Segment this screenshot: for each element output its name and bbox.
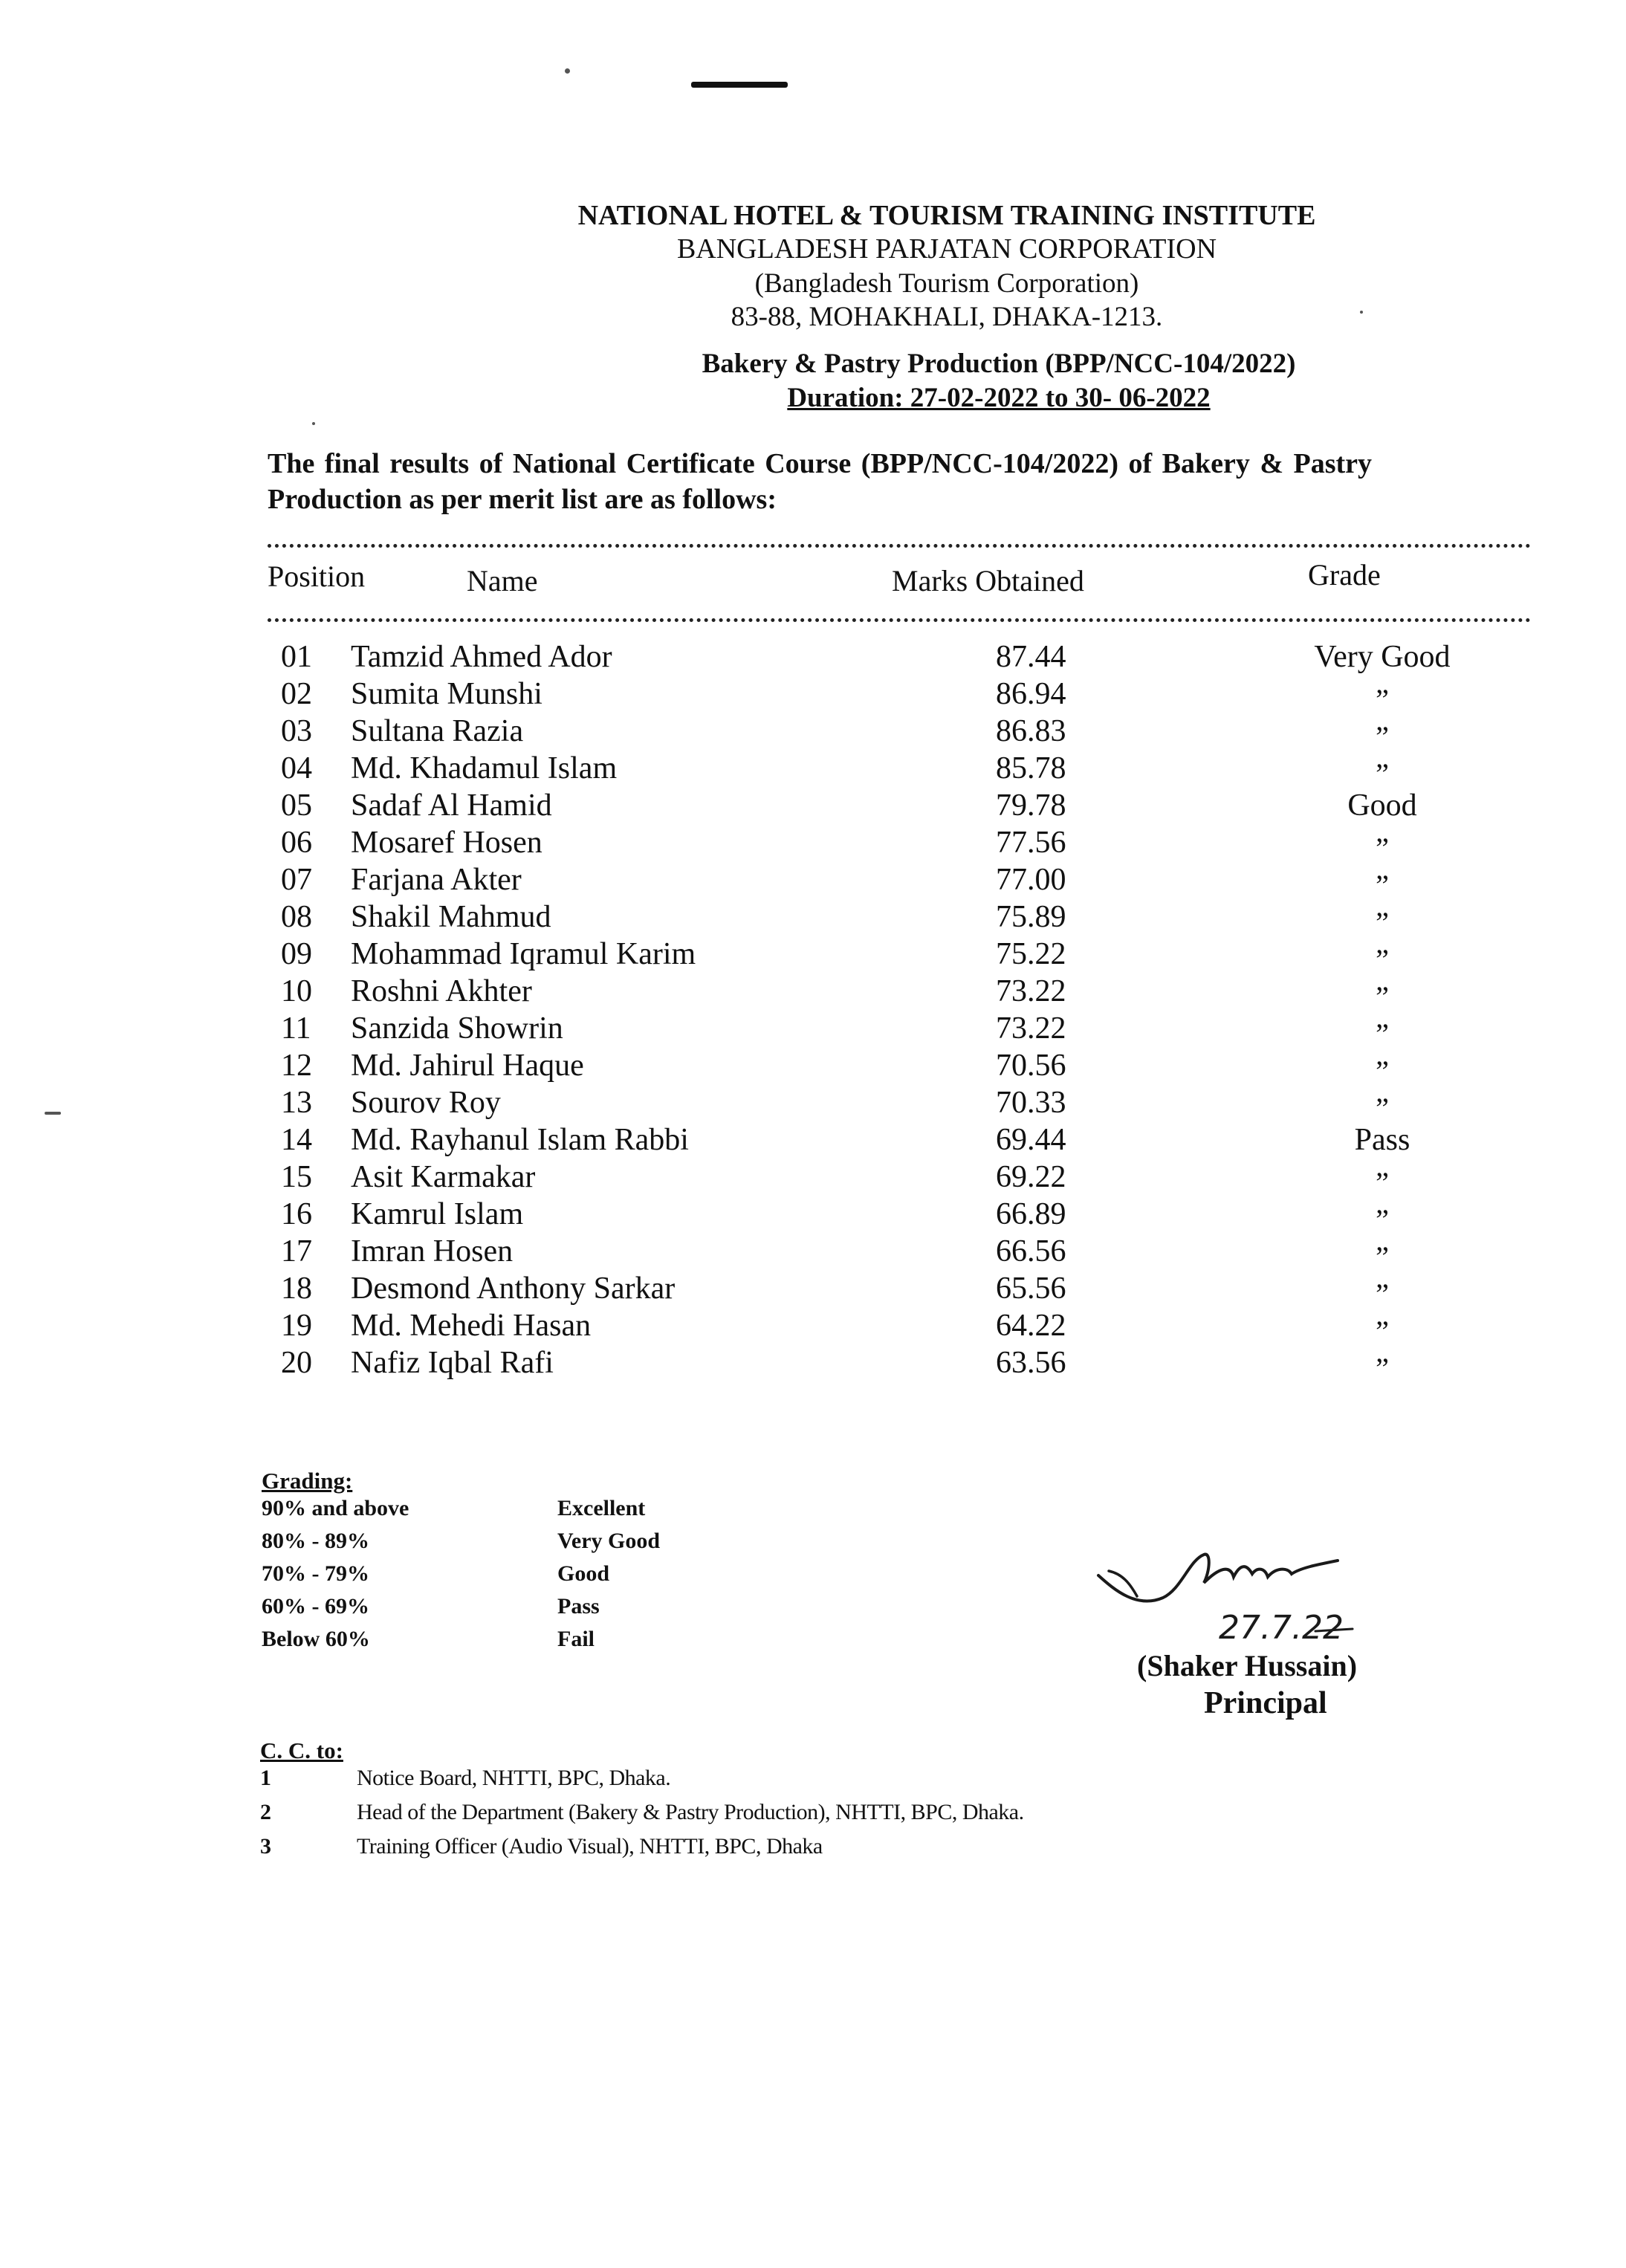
grading-range: 60% - 69% [262, 1594, 369, 1619]
row-name: Sourov Roy [351, 1086, 501, 1120]
row-marks: 75.22 [996, 937, 1066, 971]
row-position: 12 [281, 1049, 312, 1083]
corporation-name: BANGLADESH PARJATAN CORPORATION [676, 233, 1217, 265]
table-row [0, 899, 1626, 939]
table-row [0, 973, 1626, 1014]
row-name: Md. Mehedi Hasan [351, 1309, 592, 1343]
table-row [0, 1234, 1626, 1274]
table-row [0, 1085, 1626, 1125]
table-row [0, 713, 1626, 754]
row-name: Md. Khadamul Islam [351, 751, 618, 785]
cc-title: C. C. to: [260, 1737, 343, 1763]
scan-speck [45, 1112, 61, 1115]
row-grade: ” [1376, 757, 1389, 791]
row-grade: ” [1376, 1240, 1389, 1274]
row-name: Sadaf Al Hamid [351, 788, 552, 823]
row-grade: ” [1376, 1352, 1389, 1385]
table-row [0, 1271, 1626, 1311]
cc-list [260, 1737, 1024, 1859]
principal-signature [1092, 1538, 1405, 1642]
row-marks: 86.83 [996, 714, 1066, 748]
cc-item-number: 1 [260, 1766, 271, 1790]
row-marks: 69.22 [996, 1160, 1066, 1194]
row-name: Sultana Razia [351, 714, 524, 748]
row-name: Tamzid Ahmed Ador [351, 640, 612, 674]
row-name: Farjana Akter [351, 863, 522, 897]
dotted-separator-top [268, 544, 1531, 548]
row-grade: ” [1376, 1203, 1389, 1237]
row-name: Nafiz Iqbal Rafi [351, 1346, 554, 1380]
scan-speck [565, 68, 570, 74]
row-name: Kamrul Islam [351, 1197, 524, 1231]
table-row [0, 1196, 1626, 1237]
row-marks: 85.78 [996, 751, 1066, 785]
row-marks: 87.44 [996, 640, 1066, 674]
row-marks: 73.22 [996, 974, 1066, 1008]
table-row [0, 788, 1626, 825]
course-title: Bakery & Pastry Production (BPP/NCC-104/2022) [702, 349, 1296, 379]
table-row [0, 825, 1626, 865]
row-grade: ” [1376, 832, 1389, 865]
column-header-marks: Marks Obtained [892, 564, 1084, 597]
cc-item-text: Training Officer (Audio Visual), NHTTI, BPC, Dhaka [357, 1834, 823, 1859]
row-marks: 70.33 [996, 1086, 1066, 1120]
grading-range: Below 60% [262, 1627, 370, 1651]
table-row [0, 1011, 1626, 1051]
institute-address: 83-88, MOHAKHALI, DHAKA-1213. [731, 302, 1163, 332]
table-row [0, 1122, 1626, 1159]
row-name: Mosaref Hosen [351, 826, 542, 860]
institute-name: NATIONAL HOTEL & TOURISM TRAINING INSTITUTE [577, 200, 1316, 231]
dotted-separator-bottom [268, 618, 1531, 622]
signature-date: 27.7.22 [1219, 1609, 1344, 1642]
row-marks: 70.56 [996, 1049, 1066, 1083]
table-row [0, 1048, 1626, 1088]
row-position: 17 [281, 1234, 312, 1269]
row-grade: ” [1376, 1054, 1389, 1088]
intro-paragraph [268, 446, 1538, 517]
row-grade: ” [1376, 1166, 1389, 1199]
scan-speck [312, 422, 315, 425]
course-duration [186, 382, 1626, 414]
row-name: Desmond Anthony Sarkar [351, 1271, 676, 1306]
scan-speck [1360, 311, 1363, 314]
row-marks: 73.22 [996, 1011, 1066, 1046]
row-marks: 79.78 [996, 788, 1066, 823]
course-duration-text: Duration: 27-02-2022 to 30- 06-2022 [787, 383, 1211, 413]
column-header-name: Name [467, 564, 538, 597]
row-marks: 63.56 [996, 1346, 1066, 1380]
column-header-position: Position [268, 560, 366, 593]
row-position: 04 [281, 751, 312, 785]
row-position: 19 [281, 1309, 312, 1343]
row-grade: ” [1376, 683, 1389, 716]
cc-item-text: Head of the Department (Bakery & Pastry Production), NHTTI, BPC, Dhaka. [357, 1800, 1024, 1824]
cc-item-number: 2 [260, 1800, 271, 1824]
cc-item-text: Notice Board, NHTTI, BPC, Dhaka. [357, 1766, 671, 1790]
row-marks: 66.56 [996, 1234, 1066, 1269]
row-name: Roshni Akhter [351, 974, 532, 1008]
row-position: 06 [281, 826, 312, 860]
row-position: 13 [281, 1086, 312, 1120]
top-dash-mark [691, 82, 788, 88]
row-marks: 77.00 [996, 863, 1066, 897]
corporation-subtitle: (Bangladesh Tourism Corporation) [754, 268, 1139, 299]
row-grade: ” [1376, 869, 1389, 902]
row-position: 07 [281, 863, 312, 897]
table-row [0, 1308, 1626, 1348]
row-name: Md. Jahirul Haque [351, 1049, 584, 1083]
row-grade: ” [1376, 943, 1389, 976]
row-name: Shakil Mahmud [351, 900, 551, 934]
grading-label: Good [557, 1561, 610, 1586]
row-grade: Very Good [1314, 640, 1451, 674]
row-name: Sumita Munshi [351, 677, 542, 711]
row-marks: 65.56 [996, 1271, 1066, 1306]
table-row [0, 676, 1626, 716]
table-row [0, 639, 1626, 676]
row-name: Asit Karmakar [351, 1160, 536, 1194]
row-position: 16 [281, 1197, 312, 1231]
row-marks: 75.89 [996, 900, 1066, 934]
row-name: Sanzida Showrin [351, 1011, 563, 1046]
intro-line-1: The final results of National Certificate Course (BPP/NCC-104/2022) of Bakery & Pastry [268, 448, 1373, 479]
table-row [0, 1345, 1626, 1385]
table-row [0, 936, 1626, 976]
grading-label: Excellent [557, 1496, 646, 1520]
row-position: 09 [281, 937, 312, 971]
row-position: 01 [281, 640, 312, 674]
row-grade: ” [1376, 1277, 1389, 1311]
grading-label: Fail [557, 1627, 595, 1651]
grading-label: Very Good [557, 1529, 661, 1553]
row-grade: ” [1376, 720, 1389, 754]
signatory-title: Principal [1204, 1686, 1327, 1720]
row-name: Imran Hosen [351, 1234, 514, 1269]
row-position: 18 [281, 1271, 312, 1306]
intro-line-2: Production as per merit list are as follows: [268, 484, 777, 515]
row-name: Md. Rayhanul Islam Rabbi [351, 1123, 689, 1157]
row-position: 08 [281, 900, 312, 934]
signatory-name: (Shaker Hussain) [1137, 1649, 1358, 1682]
row-grade: ” [1376, 980, 1389, 1014]
row-marks: 66.89 [996, 1197, 1066, 1231]
row-position: 14 [281, 1123, 312, 1157]
row-position: 02 [281, 677, 312, 711]
row-position: 20 [281, 1346, 312, 1380]
row-position: 11 [281, 1011, 311, 1046]
column-header-grade: Grade [1308, 558, 1381, 592]
grading-scale [262, 1468, 661, 1651]
grading-title: Grading: [262, 1468, 353, 1494]
row-grade: ” [1376, 1092, 1389, 1125]
row-name: Mohammad Iqramul Karim [351, 937, 696, 971]
row-position: 15 [281, 1160, 312, 1194]
row-marks: 69.44 [996, 1123, 1066, 1157]
table-row [0, 751, 1626, 791]
row-grade: ” [1376, 1017, 1389, 1051]
table-row [0, 862, 1626, 902]
row-marks: 77.56 [996, 826, 1066, 860]
table-row [0, 1159, 1626, 1199]
row-marks: 86.94 [996, 677, 1066, 711]
row-position: 03 [281, 714, 312, 748]
grading-label: Pass [557, 1594, 600, 1619]
grading-range: 70% - 79% [262, 1561, 369, 1586]
row-grade: ” [1376, 1315, 1389, 1348]
row-marks: 64.22 [996, 1309, 1066, 1343]
row-grade: ” [1376, 906, 1389, 939]
grading-range: 90% and above [262, 1496, 409, 1520]
cc-item-number: 3 [260, 1834, 271, 1859]
grading-range: 80% - 89% [262, 1529, 369, 1553]
row-position: 05 [281, 788, 312, 823]
row-grade: Pass [1354, 1123, 1410, 1157]
row-grade: Good [1347, 788, 1417, 823]
row-position: 10 [281, 974, 312, 1008]
